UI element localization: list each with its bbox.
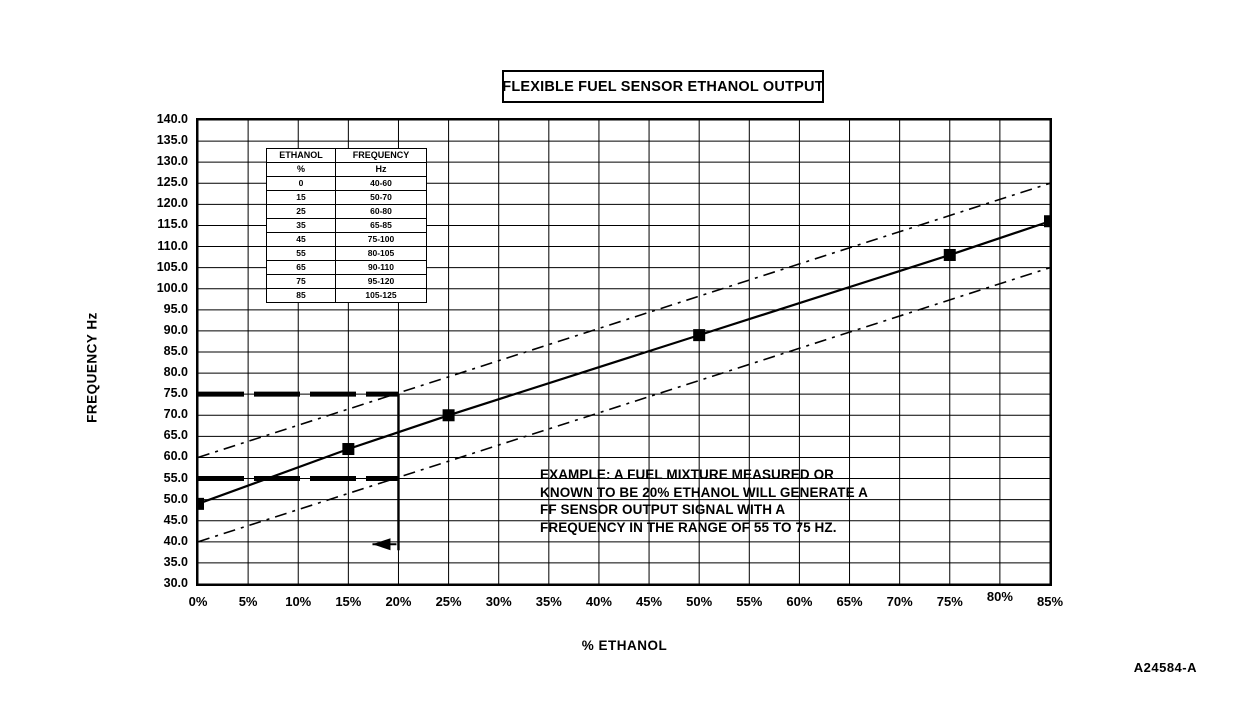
table-row (267, 289, 427, 303)
y-tick-label: 135.0 (156, 133, 188, 148)
table-header-row (267, 149, 427, 163)
y-tick-label: 30.0 (163, 576, 188, 590)
x-tick-label: 50% (686, 594, 713, 609)
table-cell-frequency: 50-70 (336, 191, 427, 205)
y-tick-label: 75.0 (163, 386, 188, 401)
table-row (267, 177, 427, 191)
y-tick-label: 35.0 (163, 554, 188, 569)
inset-table-body (267, 177, 427, 303)
chart-title: FLEXIBLE FUEL SENSOR ETHANOL OUTPUT (502, 78, 824, 95)
table-header-frequency: FREQUENCY (336, 149, 427, 163)
x-tick-label: 20% (385, 594, 412, 609)
y-tick-label: 110.0 (157, 238, 188, 253)
table-row (267, 261, 427, 275)
x-tick-label: 25% (435, 594, 462, 609)
x-tick-label: 65% (836, 594, 863, 609)
table-cell-frequency: 60-80 (336, 205, 427, 219)
y-tick-label: 80.0 (163, 365, 188, 380)
chart-title-box (502, 70, 824, 103)
x-tick-label: 0% (188, 594, 208, 609)
table-cell-ethanol: 85 (267, 289, 336, 303)
table-cell-ethanol: 25 (267, 205, 336, 219)
y-tick-label: 60.0 (163, 449, 188, 464)
table-cell-frequency: 105-125 (336, 289, 427, 303)
table-units-ethanol: % (267, 163, 336, 177)
table-header-ethanol: ETHANOL (267, 149, 336, 163)
data-point-marker (944, 249, 956, 261)
table-row (267, 205, 427, 219)
x-tick-label: 10% (285, 594, 312, 609)
table-units-frequency: Hz (336, 163, 427, 177)
x-tick-label: 40% (585, 594, 612, 609)
data-point-marker (342, 443, 354, 455)
y-tick-label: 90.0 (163, 322, 188, 337)
x-tick-label: 85% (1036, 594, 1064, 609)
y-tick-label: 70.0 (163, 407, 188, 422)
y-tick-label: 65.0 (163, 428, 188, 443)
example-note: EXAMPLE: A FUEL MIXTURE MEASURED OR KNOWN TO BE 20% ETHANOL WILL GENERATE A FF SENSOR OUTPUT SIGNAL WITH A FREQUENCY IN THE RANGE OF 55 TO 75 HZ. (540, 467, 868, 535)
figure-id: A24584-A (1133, 660, 1197, 675)
data-point-marker (198, 498, 204, 510)
table-row (267, 247, 427, 261)
y-tick-label: 140.0 (156, 112, 188, 126)
x-tick-label: 55% (736, 594, 763, 609)
y-tick-label: 50.0 (163, 491, 188, 506)
table-cell-ethanol: 75 (267, 275, 336, 289)
x-tick-label: 30% (485, 594, 512, 609)
table-cell-ethanol: 65 (267, 261, 336, 275)
table-cell-ethanol: 15 (267, 191, 336, 205)
table-cell-frequency: 95-120 (336, 275, 427, 289)
table-cell-frequency: 40-60 (336, 177, 427, 191)
y-tick-label: 120.0 (156, 196, 188, 211)
table-row (267, 233, 427, 247)
table-cell-frequency: 65-85 (336, 219, 427, 233)
y-tick-label: 45.0 (163, 512, 188, 527)
x-tick-label: 70% (886, 594, 913, 609)
x-tick-label: 45% (636, 594, 663, 609)
table-cell-frequency: 90-110 (336, 261, 427, 275)
table-cell-ethanol: 0 (267, 177, 336, 191)
y-tick-label: 85.0 (163, 344, 188, 358)
data-point-marker (693, 329, 705, 341)
x-tick-label: 15% (335, 594, 362, 609)
table-cell-ethanol: 35 (267, 219, 336, 233)
y-tick-label: 125.0 (156, 175, 188, 190)
y-tick-label: 105.0 (156, 259, 188, 274)
table-cell-frequency: 80-105 (336, 247, 427, 261)
data-point-marker (443, 409, 455, 421)
table-units-row (267, 163, 427, 177)
x-tick-label: 5% (238, 594, 258, 609)
table-cell-ethanol: 55 (267, 247, 336, 261)
table-cell-frequency: 75-100 (336, 233, 427, 247)
y-tick-label: 55.0 (163, 470, 188, 485)
inset-data-table (266, 148, 427, 303)
y-tick-label: 40.0 (163, 533, 188, 548)
y-tick-label: 95.0 (163, 301, 188, 316)
x-tick-label: 75% (936, 594, 963, 609)
x-axis-title: % ETHANOL (581, 638, 668, 653)
x-tick-label: 35% (535, 594, 562, 609)
table-row (267, 219, 427, 233)
data-point-marker (1044, 215, 1050, 227)
y-tick-label: 130.0 (156, 154, 188, 169)
y-tick-label: 100.0 (156, 280, 188, 295)
y-axis-title: FREQUENCY Hz (84, 312, 100, 423)
table-cell-ethanol: 45 (267, 233, 336, 247)
table-row (267, 275, 427, 289)
y-tick-label: 115.0 (157, 217, 188, 232)
table-row (267, 191, 427, 205)
x-tick-label: 80% (986, 589, 1013, 604)
x-tick-label: 60% (786, 594, 813, 609)
